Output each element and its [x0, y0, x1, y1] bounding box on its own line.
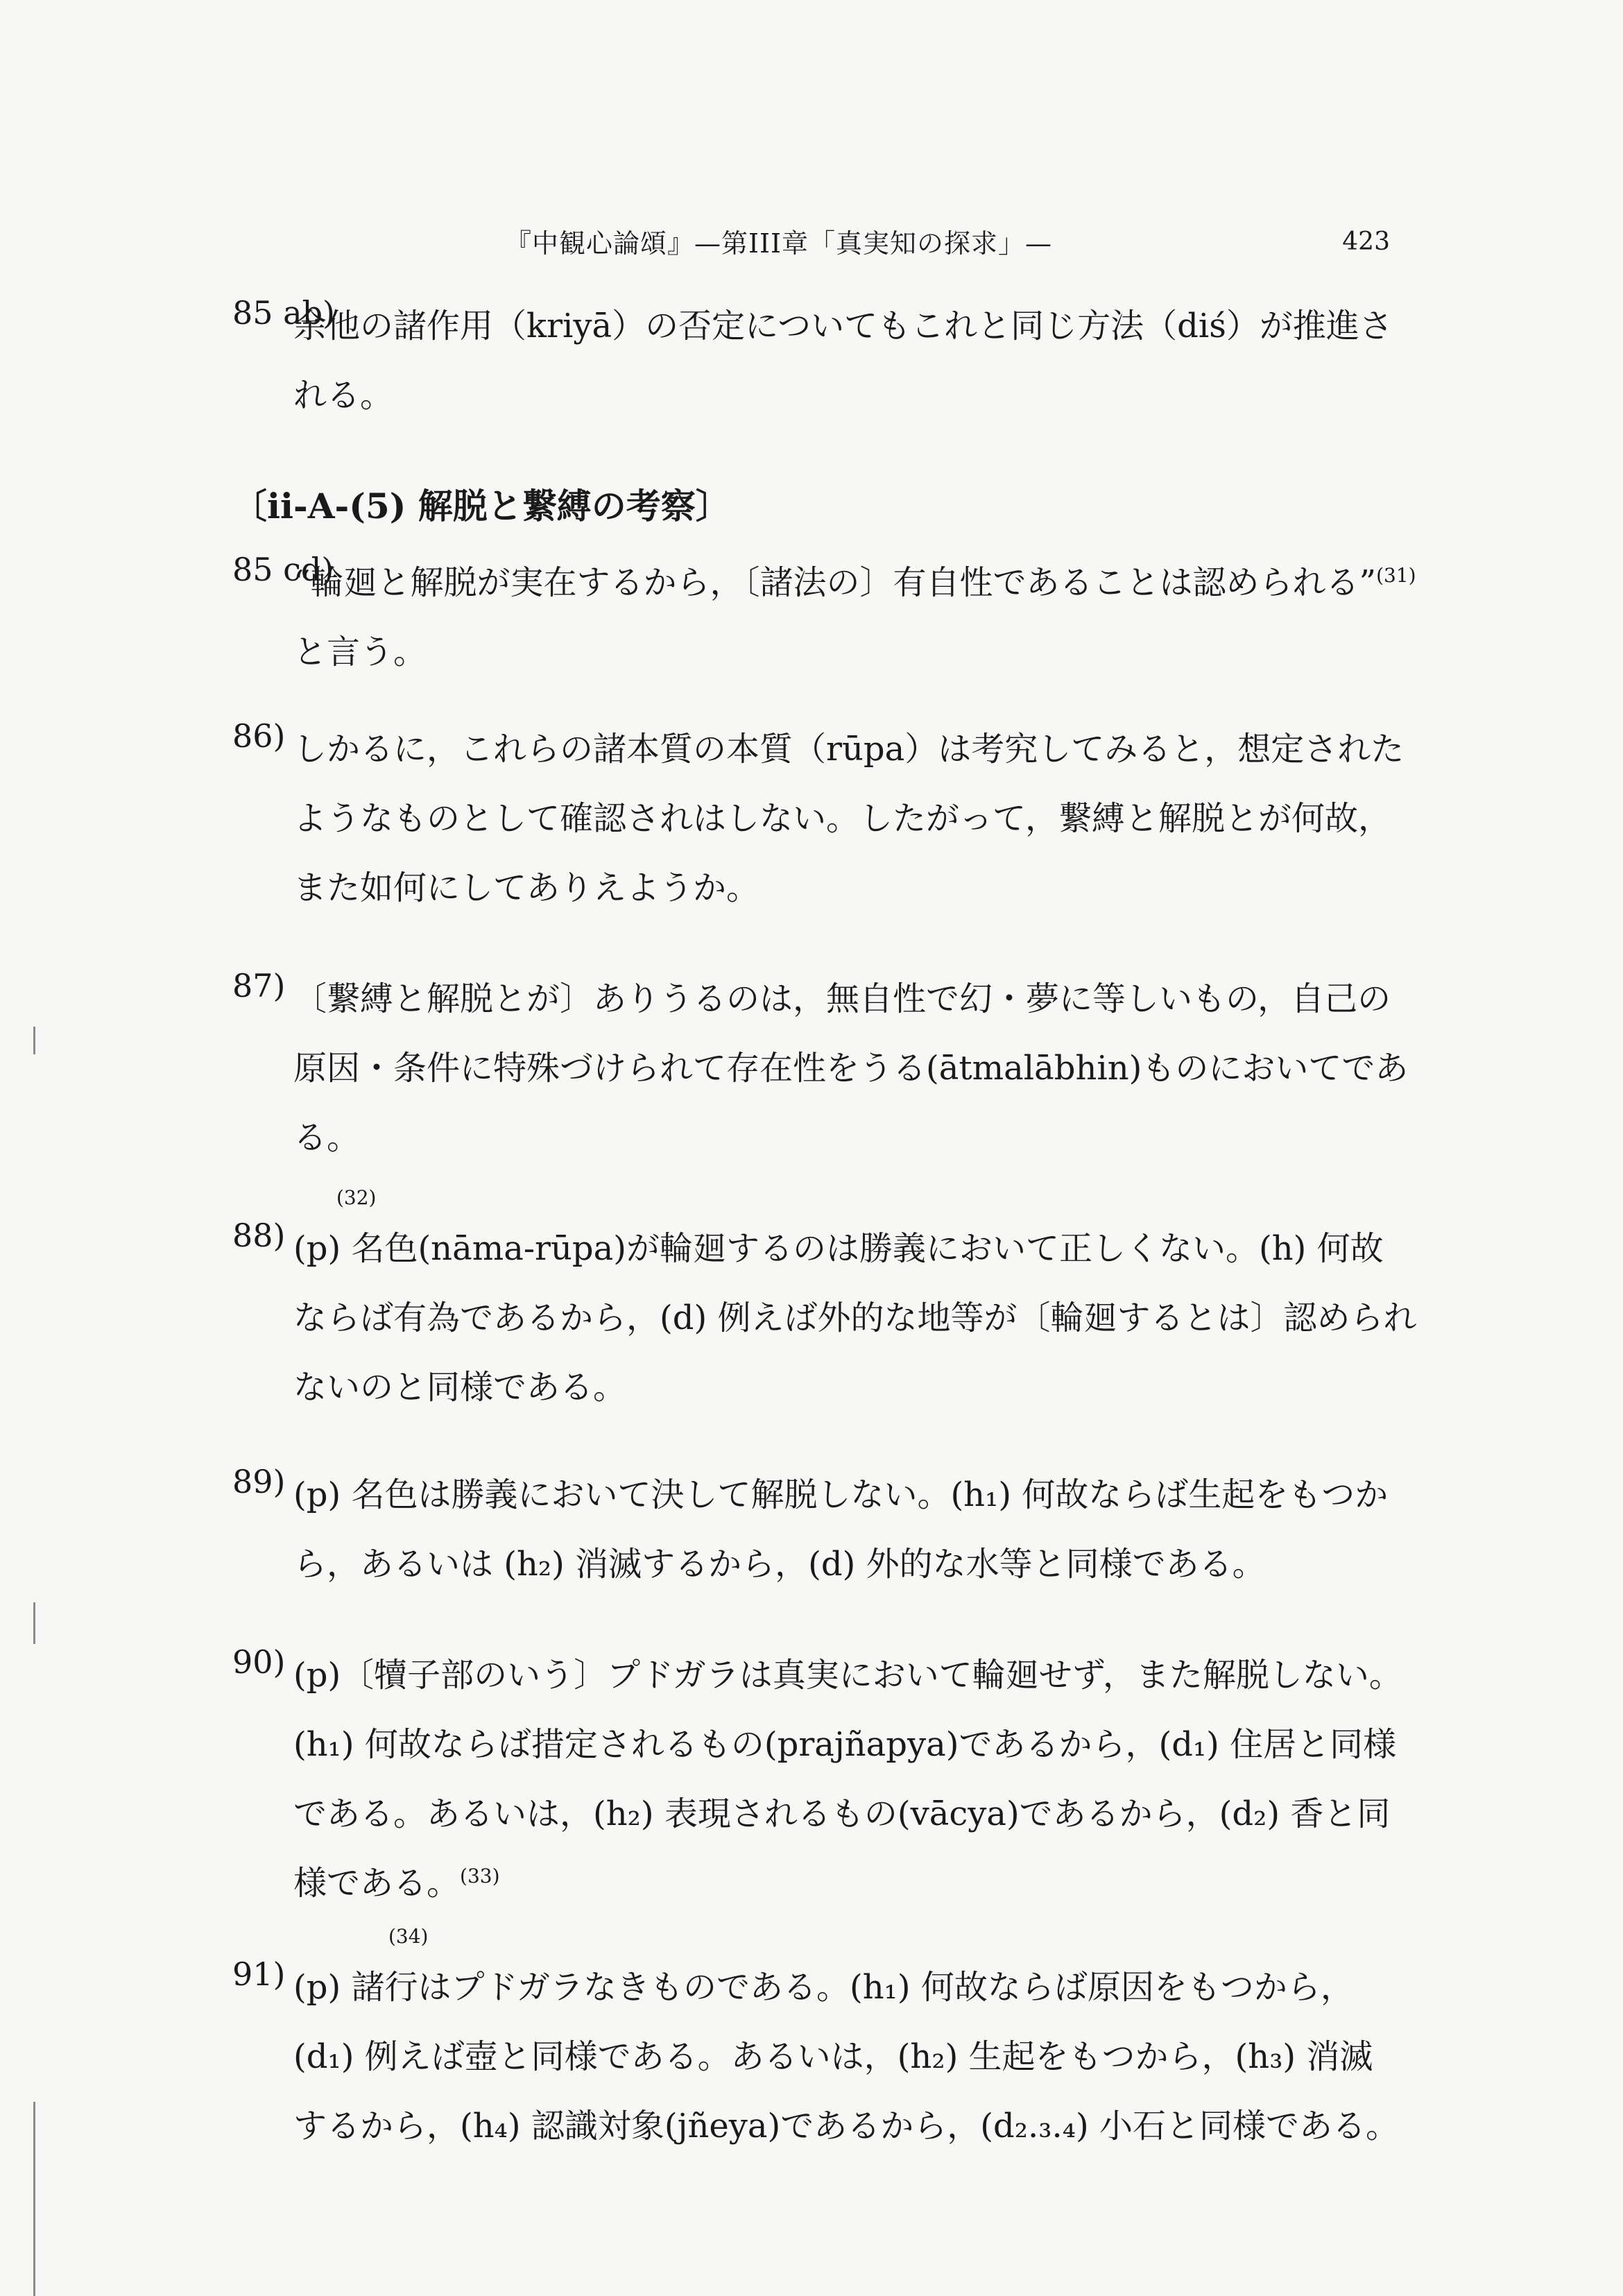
scan-margin-mark: [33, 1027, 35, 1054]
verse-number: 88): [232, 1217, 286, 1254]
verse-line: するから，(h₄) 認識対象(jñeya)であるから，(d₂.₃.₄) 小石と同様である。: [293, 2107, 1399, 2145]
verse-line: ならば有為であるから，(d) 例えば外的な地等が〔輪廻するとは〕認められ: [293, 1299, 1417, 1337]
verse-text: [293, 964, 1438, 1172]
verse-line: 原因・条件に特殊づけられて存在性をうる(ātmalābhin)ものにおいてであ: [293, 1049, 1409, 1088]
verse-line: ないのと同様である。: [293, 1368, 627, 1407]
verse-line: [293, 548, 1438, 617]
verse-text: [293, 714, 1438, 923]
verse-line: [293, 1849, 1438, 1918]
verse-number: 85 ab): [232, 294, 335, 332]
scan-binding-edge: [33, 2102, 35, 2296]
footnote-ref: (33): [460, 1865, 500, 1887]
running-title: 『中観心論頌』—第III章「真実知の探求」—: [505, 228, 1053, 259]
verse-line-text: “輪廻と解脱が実在するから，〔諸法の〕有自性であることは認められる”: [293, 563, 1377, 602]
verse-number: 85 cd): [232, 551, 334, 588]
verse-text: [293, 291, 1438, 430]
verse-text: [293, 1214, 1438, 1422]
verse-line-text: 様である。: [293, 1864, 461, 1903]
verse-line: と言う。: [293, 633, 427, 671]
verse-line: 余他の諸作用（kriyā）の否定についてもこれと同じ方法（diś）が推進さ: [293, 307, 1393, 345]
footnote-ref: (34): [388, 1925, 429, 1948]
verse-line: である。あるいは，(h₂) 表現されるもの(vācya)であるから，(d₂) 香と同: [293, 1794, 1391, 1833]
footnote-ref: (31): [1376, 564, 1416, 587]
verse-line: (h₁) 何故ならば措定されるもの(prajñapya)であるから，(d₁) 住居と同様: [293, 1725, 1397, 1764]
verse-text: [293, 1953, 1438, 2161]
page-number: 423: [1342, 228, 1390, 256]
verse-text: [293, 548, 1438, 687]
verse-line: 〔繋縛と解脱とが〕ありうるのは，無自性で幻・夢に等しいもの，自己の: [293, 979, 1391, 1018]
verse-line: る。: [293, 1118, 361, 1157]
verse-number: 90): [232, 1643, 286, 1681]
footnote-ref: (32): [336, 1186, 377, 1209]
verse-line: (p) 諸行はプドガラなきものである。(h₁) 何故ならば原因をもつから，: [293, 1968, 1354, 2007]
verse-number: 86): [232, 717, 286, 755]
scan-margin-mark: [33, 1602, 35, 1644]
verse-text: [293, 1640, 1438, 1918]
verse-number: 87): [232, 967, 286, 1004]
verse-text: [293, 1460, 1438, 1599]
verse-line: また如何にしてありえようか。: [293, 868, 760, 907]
verse-number: 91): [232, 1955, 286, 1993]
section-heading: 〔ii-A-(5) 解脱と繋縛の考察〕: [232, 486, 730, 526]
verse-line: (d₁) 例えば壺と同様である。あるいは，(h₂) 生起をもつから，(h₃) 消滅: [293, 2037, 1373, 2076]
verse-number: 89): [232, 1463, 286, 1500]
verse-line: ようなものとして確認されはしない。したがって，繋縛と解脱とが何故，: [293, 799, 1392, 838]
verse-line: (p)〔犢子部のいう〕プドガラは真実において輪廻せず，また解脱しない。: [293, 1656, 1402, 1695]
verse-line: (p) 名色(nāma-rūpa)が輪廻するのは勝義において正しくない。(h) 何故: [293, 1229, 1384, 1268]
verse-line: (p) 名色は勝義において決して解脱しない。(h₁) 何故ならば生起をもつか: [293, 1475, 1389, 1514]
page-header: [0, 222, 1623, 264]
verse-line: しかるに，これらの諸本質の本質（rūpa）は考究してみると，想定された: [293, 730, 1405, 769]
verse-line: ら，あるいは (h₂) 消滅するから，(d) 外的な水等と同様である。: [293, 1545, 1266, 1584]
verse-line: れる。: [293, 376, 394, 415]
